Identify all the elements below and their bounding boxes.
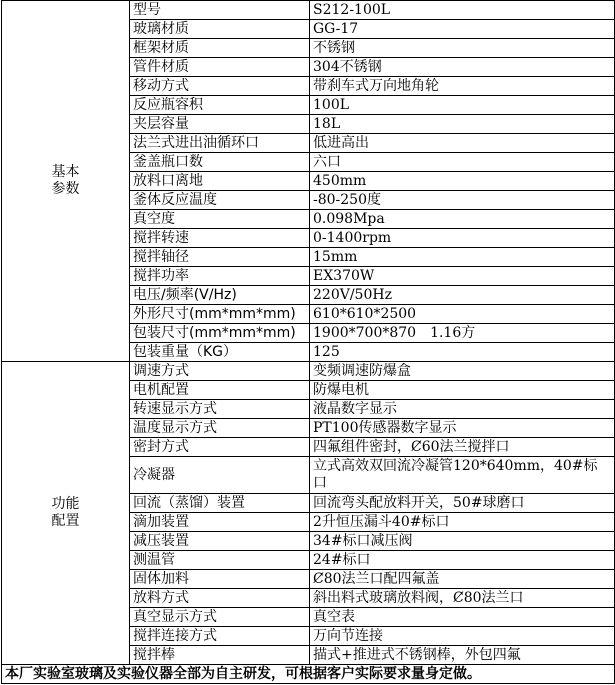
spec-label: 调速方式 [130,362,310,381]
spec-value: 125 [310,343,615,362]
spec-label: 玻璃材质 [130,20,310,39]
table-row [2,1,615,20]
spec-label: 真空显示方式 [130,608,310,627]
spec-value: 220V/50Hz [310,286,615,305]
spec-value: GG-17 [310,20,615,39]
spec-label: 包装重量（KG） [130,343,310,362]
spec-value: EX370W [310,267,615,286]
spec-label: 真空度 [130,210,310,229]
spec-value: 液晶数字显示 [310,400,615,419]
spec-label: 包装尺寸(mm*mm*mm) [130,324,310,343]
spec-table [1,0,615,684]
footer-note: 本厂实验室玻璃及实验仪器全部为自主研发，可根据客户实际要求量身定做。 [2,665,615,684]
spec-label: 法兰式进出油循环口 [130,134,310,153]
spec-label: 滴加装置 [130,513,310,532]
spec-value: 低进高出 [310,134,615,153]
spec-label: 外形尺寸(mm*mm*mm) [130,305,310,324]
section-title [2,1,130,362]
spec-value: 34#标口减压阀 [310,532,615,551]
section-title-text: 功能配置 [51,496,80,529]
spec-value: 100L [310,96,615,115]
spec-label: 转速显示方式 [130,400,310,419]
spec-label: 搅拌功率 [130,267,310,286]
spec-label: 移动方式 [130,77,310,96]
spec-label: 反应瓶容积 [130,96,310,115]
spec-value: 0-1400rpm [310,229,615,248]
spec-label: 冷凝器 [130,457,310,494]
spec-value: 450mm [310,172,615,191]
section-title-text: 基本参数 [51,164,80,197]
spec-value: 18L [310,115,615,134]
spec-label: 框架材质 [130,39,310,58]
spec-value: 0.098Mpa [310,210,615,229]
spec-value: 描式+推进式不锈钢棒，外包四氟 [310,646,615,665]
spec-label: 回流（蒸馏）装置 [130,494,310,513]
spec-value: 回流弯头配放料开关，50#球磨口 [310,494,615,513]
spec-label: 温度显示方式 [130,419,310,438]
spec-value: 防爆电机 [310,381,615,400]
spec-table-body [2,1,615,684]
spec-label: 测温管 [130,551,310,570]
spec-label: 电压/频率(V/Hz) [130,286,310,305]
spec-value: 带刹车式万向地角轮 [310,77,615,96]
spec-label: 夹层容量 [130,115,310,134]
spec-value: 六口 [310,153,615,172]
spec-value: -80-250度 [310,191,615,210]
table-row [2,362,615,381]
spec-value: 真空表 [310,608,615,627]
spec-label: 管件材质 [130,58,310,77]
spec-label: 搅拌轴径 [130,248,310,267]
spec-value: 2升恒压漏斗40#标口 [310,513,615,532]
spec-value: 610*610*2500 [310,305,615,324]
spec-value: 不锈钢 [310,39,615,58]
spec-label: 釜盖瓶口数 [130,153,310,172]
spec-label: 电机配置 [130,381,310,400]
spec-value: S212-100L [310,1,615,20]
spec-value: 万向节连接 [310,627,615,646]
spec-value: 1900*700*870 1.16方 [310,324,615,343]
spec-value: 变频调速防爆盒 [310,362,615,381]
spec-label: 固体加料 [130,570,310,589]
spec-label: 搅拌连接方式 [130,627,310,646]
spec-label: 搅拌棒 [130,646,310,665]
spec-label: 放料口离地 [130,172,310,191]
section-title [2,362,130,665]
spec-value: Ȼ80法兰口配四氟盖 [310,570,615,589]
spec-label: 减压装置 [130,532,310,551]
spec-value: 304不锈钢 [310,58,615,77]
spec-label: 型号 [130,1,310,20]
spec-value: 斜出料式玻璃放料阀，Ȼ80法兰口 [310,589,615,608]
spec-label: 放料方式 [130,589,310,608]
spec-value: 15mm [310,248,615,267]
spec-value: 立式高效双回流冷凝管120*640mm，40#标口 [310,457,615,494]
spec-value: 24#标口 [310,551,615,570]
footer-row [2,665,615,684]
spec-label: 密封方式 [130,438,310,457]
spec-label: 釜体反应温度 [130,191,310,210]
spec-label: 搅拌转速 [130,229,310,248]
spec-value: PT100传感器数字显示 [310,419,615,438]
spec-value: 四氟组件密封，Ȼ60法兰搅拌口 [310,438,615,457]
